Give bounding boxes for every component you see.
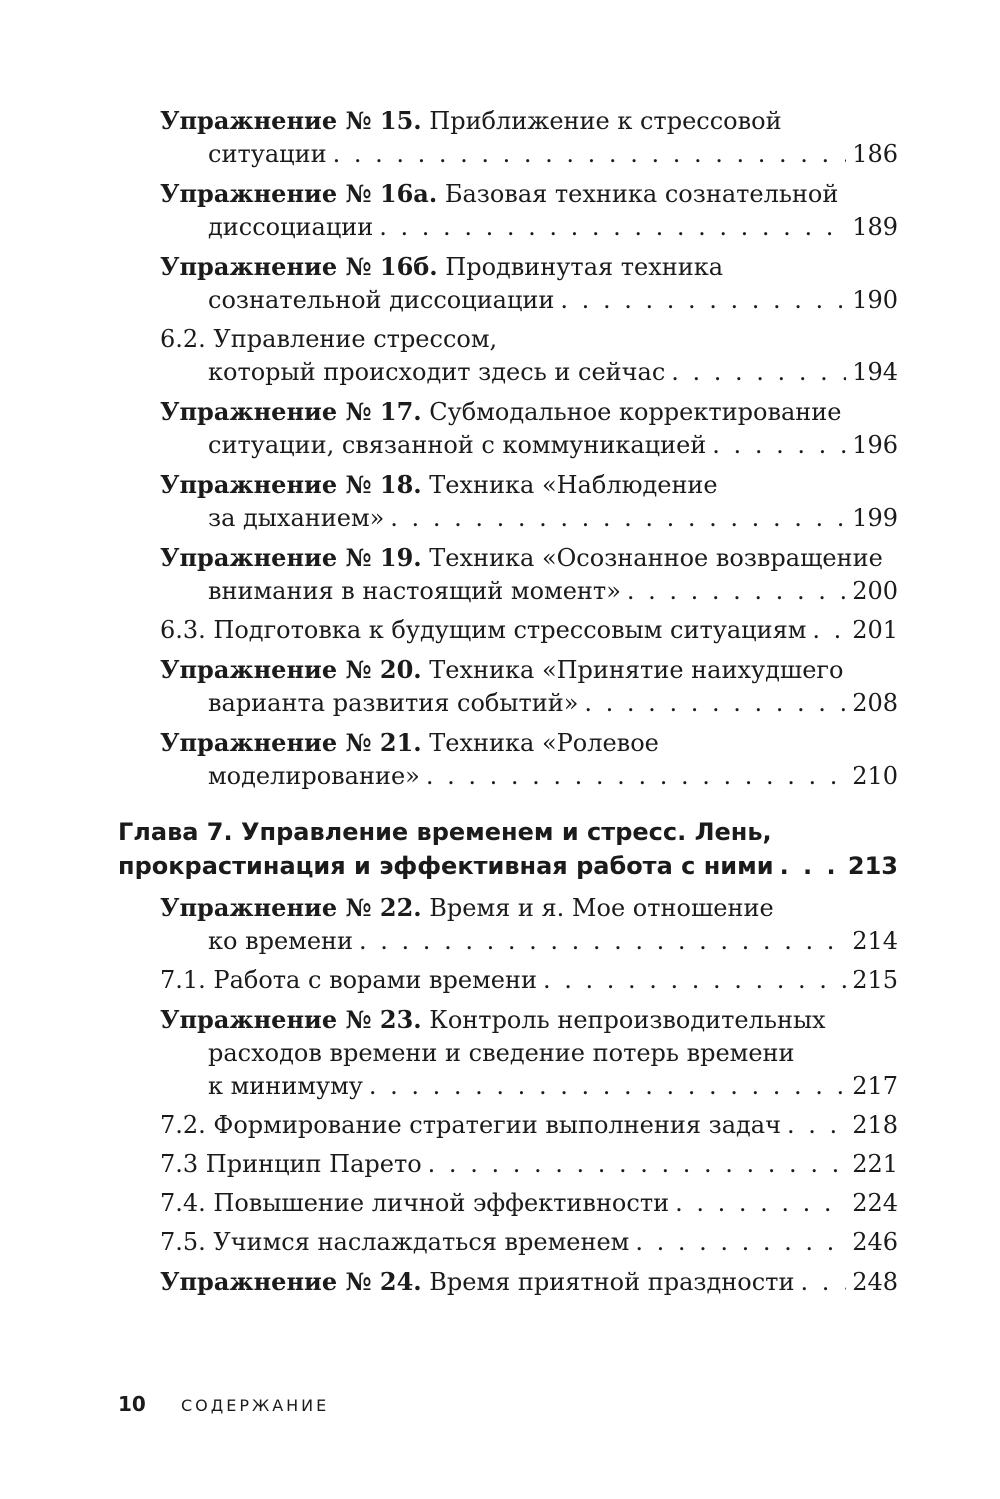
page-number: 190	[852, 286, 898, 314]
entry-title: 7.3 Принцип Парето	[160, 1150, 422, 1178]
toc-chapter-7[interactable]	[118, 815, 898, 883]
entry-label: Упражнение № 15.	[160, 106, 422, 135]
running-header-label: СОДЕРЖАНИЕ	[180, 1396, 330, 1415]
leader-dots	[379, 211, 846, 244]
entry-title-cont: внимания в настоящий момент»	[208, 577, 621, 605]
entry-title: 7.5. Учимся наслаждаться временем	[160, 1228, 630, 1256]
toc-entry-ex17[interactable]	[118, 395, 898, 462]
page-number: 196	[852, 431, 898, 459]
leader-dots	[560, 284, 846, 317]
leader-dots	[584, 687, 846, 720]
toc-entry-section-6-2[interactable]	[118, 323, 898, 389]
entry-title: 7.1. Работа с ворами времени	[160, 966, 537, 994]
toc-entry-section-7-4[interactable]	[118, 1187, 898, 1220]
entry-title-cont: диссоциации	[208, 213, 374, 241]
toc-entry-section-7-5[interactable]	[118, 1226, 898, 1259]
leader-dots	[671, 356, 846, 389]
leader-dots	[800, 1266, 846, 1299]
entry-title: Техника «Ролевое	[421, 729, 659, 757]
page-number: 217	[852, 1072, 898, 1100]
page-number: 213	[847, 852, 898, 880]
entry-title-cont: моделирование»	[208, 762, 420, 790]
entry-label: Упражнение № 16а.	[160, 179, 438, 208]
page-number: 201	[852, 616, 898, 644]
page-number: 214	[852, 927, 898, 955]
entry-title-cont: ситуации, связанной с коммуникацией	[208, 431, 707, 459]
entry-title: Время и я. Мое отношение	[421, 894, 774, 922]
page-number: 186	[852, 140, 898, 168]
entry-title: 7.4. Повышение личной эффективности	[160, 1189, 670, 1217]
entry-title: Контроль непроизводительных	[421, 1006, 826, 1034]
entry-title: Техника «Осознанное возвращение	[421, 544, 883, 572]
page-number: 248	[852, 1268, 898, 1296]
entry-title: 6.2. Управление стрессом,	[160, 325, 498, 353]
leader-dots	[426, 760, 846, 793]
toc-entry-ex16a[interactable]	[118, 177, 898, 244]
entry-title-cont: ситуации	[208, 140, 327, 168]
entry-title: 7.2. Формирование стратегии выполнения задач	[160, 1111, 781, 1139]
leader-dots	[635, 1226, 846, 1259]
toc-entry-ex19[interactable]	[118, 541, 898, 608]
leader-dots	[787, 1109, 846, 1142]
entry-label: Упражнение № 23.	[160, 1005, 422, 1034]
page-number: 189	[852, 213, 898, 241]
entry-title: 6.3. Подготовка к будущим стрессовым ситуациям	[160, 616, 807, 644]
page-number: 215	[852, 966, 898, 994]
leader-dots	[712, 429, 846, 462]
page-number: 224	[852, 1189, 898, 1217]
chapter-title-line2: прокрастинация и эффективная работа с ними	[118, 852, 774, 880]
entry-title-cont: за дыханием»	[208, 504, 385, 532]
entry-label: Упражнение № 16б.	[160, 252, 438, 281]
page-number: 208	[852, 689, 898, 717]
entry-label: Упражнение № 20.	[160, 655, 422, 684]
entry-label: Упражнение № 24.	[160, 1267, 422, 1296]
entry-label: Упражнение № 19.	[160, 543, 422, 572]
page-number: 221	[852, 1150, 898, 1178]
leader-dots	[543, 964, 846, 997]
leader-dots	[333, 138, 847, 171]
page-number: 246	[852, 1228, 898, 1256]
leader-dots	[390, 502, 846, 535]
entry-title: Базовая техника сознательной	[437, 180, 839, 208]
page-footer	[118, 1392, 329, 1416]
page-number: 194	[852, 358, 898, 386]
toc-entry-ex23[interactable]	[118, 1003, 898, 1103]
entry-title: Техника «Наблюдение	[421, 471, 718, 499]
toc-entry-ex20[interactable]	[118, 653, 898, 720]
entry-title: Техника «Принятие наихудшего	[421, 656, 844, 684]
page-number: 199	[852, 504, 898, 532]
leader-dots	[675, 1187, 846, 1220]
toc-entry-ex21[interactable]	[118, 726, 898, 793]
leader-dots	[428, 1148, 847, 1181]
leader-dots	[359, 925, 846, 958]
toc-entry-section-7-2[interactable]	[118, 1109, 898, 1142]
entry-title-cont: ко времени	[208, 927, 354, 955]
toc-entry-ex22[interactable]	[118, 891, 898, 958]
toc-entry-ex18[interactable]	[118, 468, 898, 535]
leader-dots	[780, 849, 842, 883]
entry-title-cont: варианта развития событий»	[208, 689, 579, 717]
entry-title: Продвинутая техника	[437, 253, 724, 281]
page-number: 200	[852, 577, 898, 605]
toc-entry-ex15[interactable]	[118, 104, 898, 171]
entry-label: Упражнение № 17.	[160, 397, 422, 426]
entry-title-cont: который происходит здесь и сейчас	[208, 358, 666, 386]
leader-dots	[812, 614, 846, 647]
entry-title-cont: к минимуму	[208, 1072, 363, 1100]
leader-dots	[369, 1070, 846, 1103]
entry-title-cont: сознательной диссоциации	[208, 286, 555, 314]
footer-page-number: 10	[118, 1392, 146, 1416]
table-of-contents	[118, 104, 898, 1305]
page-number: 218	[852, 1111, 898, 1139]
chapter-title-line1: Глава 7. Управление временем и стресс. Лень,	[118, 818, 772, 846]
entry-title: Субмодальное корректирование	[421, 398, 842, 426]
toc-entry-ex24[interactable]	[118, 1265, 898, 1299]
entry-title: Приближение к стрессовой	[421, 107, 782, 135]
leader-dots	[627, 575, 846, 608]
entry-title-line2: расходов времени и сведение потерь времени	[208, 1039, 795, 1067]
entry-label: Упражнение № 22.	[160, 893, 422, 922]
entry-title: Время приятной праздности	[421, 1268, 795, 1296]
page-number: 210	[852, 762, 898, 790]
toc-entry-ex16b[interactable]	[118, 250, 898, 317]
toc-entry-section-7-3[interactable]	[118, 1148, 898, 1181]
toc-entry-section-6-3[interactable]	[118, 614, 898, 647]
entry-label: Упражнение № 21.	[160, 728, 422, 757]
toc-entry-section-7-1[interactable]	[118, 964, 898, 997]
entry-label: Упражнение № 18.	[160, 470, 422, 499]
